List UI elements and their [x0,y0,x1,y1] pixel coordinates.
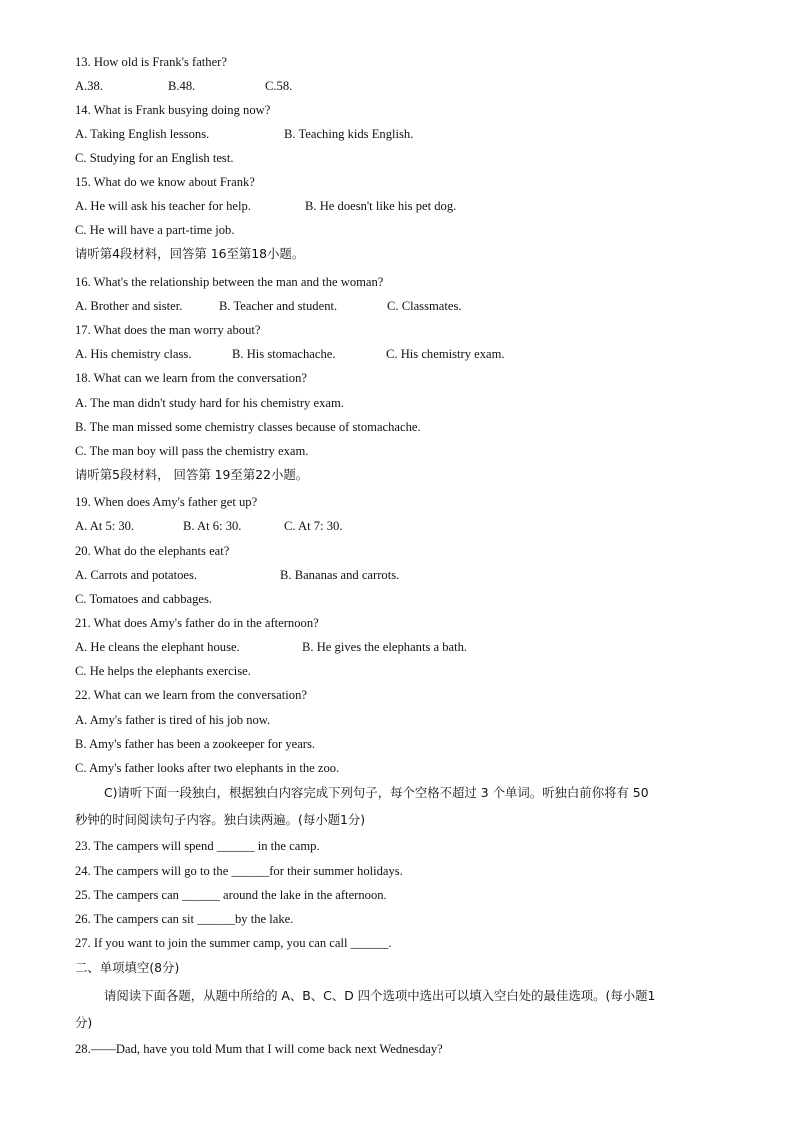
blank-question-23: 23. The campers will spend ______ in the camp. [75,839,320,853]
q19-option-a: A. At 5: 30. [75,519,135,533]
q14-option-c: C. Studying for an English test. [75,151,234,165]
q13-option-b: B.48. [168,79,196,93]
question-13: 13. How old is Frank's father? [75,55,227,69]
q13-option-c: C.58. [265,79,293,93]
q22-option-c: C. Amy's father looks after two elephants in the zoo. [75,761,340,775]
q15-option-a: A. He will ask his teacher for help. [75,199,251,213]
section-4-instruction: 请听第4段材料，回答第 16至第18小题。 [75,246,305,261]
q18-option-b: B. The man missed some chemistry classes because of stomachache. [75,420,421,434]
part-2-instruction-line-2: 分) [75,1015,93,1030]
q20-option-c: C. Tomatoes and cabbages. [75,592,213,606]
q13-option-a: A.38. [75,79,103,93]
q20-option-a: A. Carrots and potatoes. [75,568,198,582]
q16-option-b: B. Teacher and student. [219,299,338,313]
question-22: 22. What can we learn from the conversation? [75,688,307,702]
question-14: 14. What is Frank busying doing now? [75,103,271,117]
blank-question-26: 26. The campers can sit ______by the lake. [75,912,294,926]
question-18: 18. What can we learn from the conversation? [75,371,307,385]
q15-option-c: C. He will have a part-time job. [75,223,235,237]
q19-option-b: B. At 6: 30. [183,519,242,533]
q21-option-a: A. He cleans the elephant house. [75,640,240,654]
q16-option-a: A. Brother and sister. [75,299,183,313]
q19-option-c: C. At 7: 30. [284,519,343,533]
question-20: 20. What do the elephants eat? [75,544,230,558]
q18-option-c: C. The man boy will pass the chemistry exam. [75,444,309,458]
q18-option-a: A. The man didn't study hard for his chemistry exam. [75,396,344,410]
part-2-title: 二、单项填空(8分) [75,960,180,975]
q17-option-c: C. His chemistry exam. [386,347,505,361]
q16-option-c: C. Classmates. [387,299,462,313]
q14-option-b: B. Teaching kids English. [284,127,414,141]
q20-option-b: B. Bananas and carrots. [280,568,400,582]
question-15: 15. What do we know about Frank? [75,175,255,189]
blank-question-24: 24. The campers will go to the ______for their summer holidays. [75,864,403,878]
question-16: 16. What's the relationship between the man and the woman? [75,275,384,289]
question-28: 28.——Dad, have you told Mum that I will come back next Wednesday? [75,1042,443,1056]
q14-option-a: A. Taking English lessons. [75,127,210,141]
q17-option-a: A. His chemistry class. [75,347,192,361]
q15-option-b: B. He doesn't like his pet dog. [305,199,457,213]
part-2-instruction-line-1: 请阅读下面各题，从题中所给的 A、B、C、D 四个选项中选出可以填入空白处的最佳选项。(每小题1 [104,988,656,1003]
question-17: 17. What does the man worry about? [75,323,261,337]
section-5-instruction: 请听第5段材料， 回答第 19至第22小题。 [75,467,309,482]
part-c-instruction-line-2: 秒钟的时间阅读句子内容。独白读两遍。(每小题1分) [75,812,366,827]
q22-option-b: B. Amy's father has been a zookeeper for years. [75,737,316,751]
part-c-instruction-line-1: C)请听下面一段独白，根据独白内容完成下列句子，每个空格不超过 3 个单词。听独白前你将有 50 [104,785,649,800]
q21-option-c: C. He helps the elephants exercise. [75,664,251,678]
question-21: 21. What does Amy's father do in the afternoon? [75,616,319,630]
q22-option-a: A. Amy's father is tired of his job now. [75,713,271,727]
blank-question-25: 25. The campers can ______ around the lake in the afternoon. [75,888,387,902]
q21-option-b: B. He gives the elephants a bath. [302,640,468,654]
blank-question-27: 27. If you want to join the summer camp, you can call ______. [75,936,392,950]
question-19: 19. When does Amy's father get up? [75,495,258,509]
q17-option-b: B. His stomachache. [232,347,336,361]
